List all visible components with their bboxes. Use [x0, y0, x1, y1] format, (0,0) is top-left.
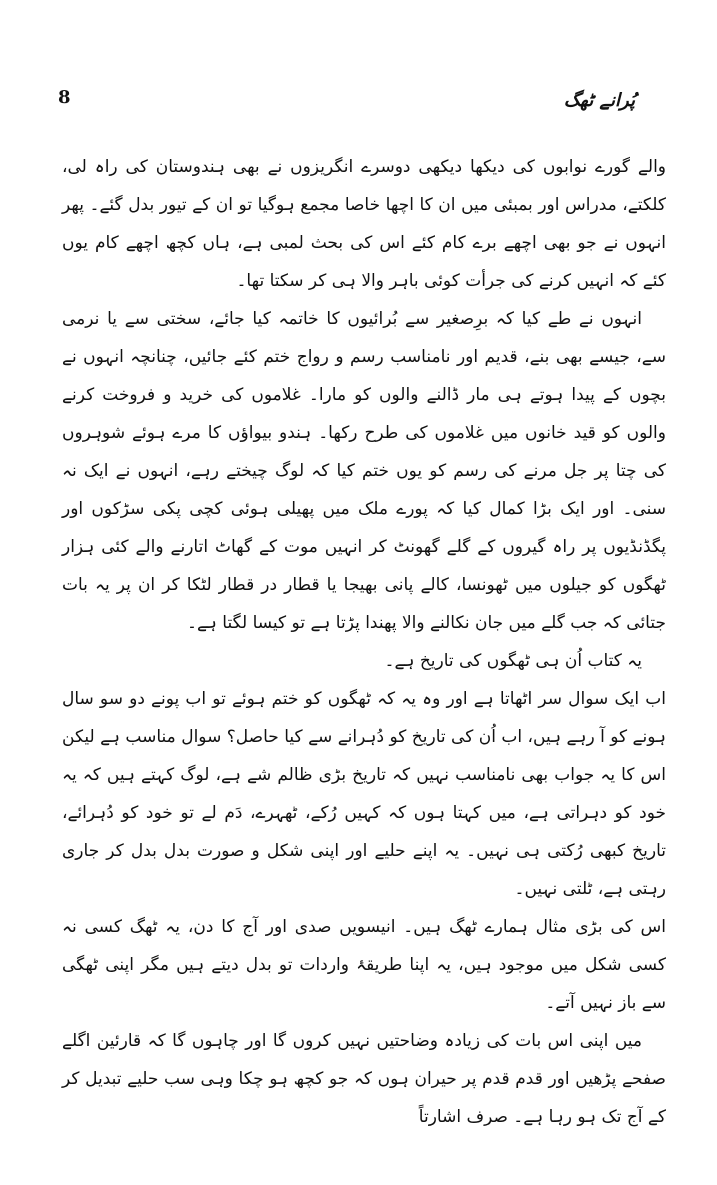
- paragraph: اب ایک سوال سر اٹھاتا ہے اور وہ یہ کہ ٹھگوں کو ختم ہوئے تو اب پونے دو سو سال ہونے کو آ رہے ہیں، اب اُن کی تاریخ کو دُہرانے سے کیا حاصل؟ سوال مناسب ہے لیکن اس کا یہ جواب بھی نامناسب نہیں کہ تاریخ بڑی ظالم شے ہے، لوگ کہتے ہیں کہ یہ خود کو دہراتی ہے، میں کہتا ہوں کہ کہیں رُکے، ٹھہرے، دَم لے تو خود کو دُہرائے، تاریخ کبھی رُکتی ہی نہیں۔ یہ اپنے حلیے اور اپنی شکل و صورت بدل بدل کر جاری رہتی ہے، ٹلتی نہیں۔: [62, 689, 666, 899]
- paragraph: میں اپنی اس بات کی زیادہ وضاحتیں نہیں کروں گا اور چاہوں گا کہ قارئین اگلے صفحے پڑھیں اور قدم قدم پر حیران ہوں کہ جو کچھ ہو چکا وہی سب حلیے تبدیل کر کے آج تک ہو رہا ہے۔ صرف اشارتاً: [62, 1031, 666, 1127]
- paragraph: یہ کتاب اُن ہی ٹھگوں کی تاریخ ہے۔: [384, 651, 642, 671]
- body-text: [62, 148, 666, 1136]
- running-title: پُرانے ٹھگ: [563, 90, 635, 111]
- paragraph: والے گورے نوابوں کی دیکھا دیکھی دوسرے انگریزوں نے بھی ہندوستان کی راہ لی، کلکتے، مدراس اور بمبئی میں ان کا اچھا خاصا مجمع ہوگیا تو ان کے تیور بدل گئے۔ پھر انہوں نے جو بھی اچھے برے کام کئے اس کی بحث لمبی ہے، ہاں کچھ اچھے کام یوں کئے کہ انہیں کرنے کی جرأت کوئی باہر والا ہی کر سکتا تھا۔: [62, 157, 666, 291]
- paragraph: انہوں نے طے کیا کہ برِصغیر سے بُرائیوں کا خاتمہ کیا جائے، سختی سے یا نرمی سے، جیسے بھی بنے، قدیم اور نامناسب رسم و رواج ختم کئے جائیں، چنانچہ انہوں نے بچوں کے پیدا ہوتے ہی مار ڈالنے والوں کو مارا۔ غلاموں کی خرید و فروخت کرنے والوں کو قید خانوں میں غلاموں کی طرح رکھا۔ ہندو بیواؤں کا مرے ہوئے شوہروں کی چتا پر جل مرنے کی رسم کو یوں ختم کیا کہ لوگ چیختے رہے، انہوں نے ایک نہ سنی۔ اور ایک بڑا کمال کیا کہ پورے ملک میں پھیلی ہوئی کچی پکی سڑکوں اور پگڈنڈیوں پر راہ گیروں کے گلے گھونٹ کر انہیں موت کے گھاٹ اتارنے والے کئی ہزار ٹھگوں کو جیلوں میں ٹھونسا، کالے پانی بھیجا یا قطار در قطار لٹکا کر ان پر یہ بات جتائی کہ جب گلے میں جان نکالنے والا پھندا پڑتا ہے تو کیسا لگتا ہے۔: [62, 309, 666, 633]
- paragraph: اس کی بڑی مثال ہمارے ٹھگ ہیں۔ انیسویں صدی اور آج کا دن، یہ ٹھگ کسی نہ کسی شکل میں موجود ہیں، یہ اپنا طریقۂ واردات تو بدل دیتے ہیں مگر اپنی ٹھگی سے باز نہیں آتے۔: [62, 917, 666, 1013]
- page-number: 8: [58, 87, 71, 108]
